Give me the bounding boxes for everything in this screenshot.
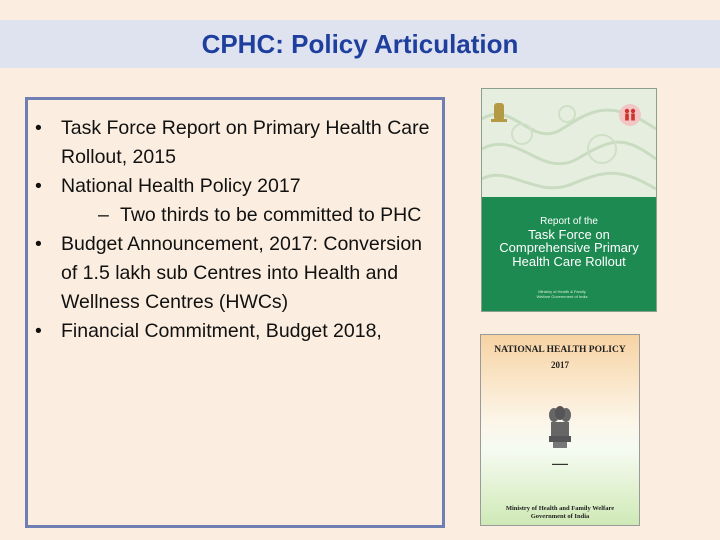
bullet-marker: •	[35, 233, 42, 255]
bullet-list	[28, 100, 442, 346]
nhm-logo-icon	[618, 103, 642, 127]
bullet-item	[28, 317, 442, 346]
bullet-item	[28, 230, 442, 317]
bullet-marker: •	[35, 175, 42, 197]
national-emblem-icon	[547, 405, 573, 455]
bullet-text: Budget Announcement, 2017: Conversion of 1.5 lakh sub Centres into Health and Wellness Centres (HWCs)	[61, 233, 423, 313]
nhp-title: NATIONAL HEALTH POLICY	[494, 345, 626, 355]
sub-bullet-marker: –	[98, 204, 109, 226]
cover-line: Task Force on	[528, 226, 610, 242]
bullet-text: National Health Policy 2017	[61, 175, 301, 197]
bullet-marker: •	[35, 320, 42, 342]
title-bar	[0, 20, 720, 68]
sub-bullet-text: Two thirds to be committed to PHC	[120, 204, 422, 226]
cover-title	[482, 217, 656, 268]
cover-line: Comprehensive Primary	[499, 240, 639, 256]
bullet-text: Financial Commitment, Budget 2018,	[61, 320, 382, 342]
nhp-ministry-line: Ministry of Health and Family Welfare	[505, 505, 615, 512]
cover-line: Health Care Rollout	[512, 253, 626, 269]
bullet-item	[28, 114, 442, 172]
bullet-marker: •	[35, 117, 42, 139]
nhp-ministry-line: Government of India	[530, 512, 590, 520]
cover-ministry: Ministry of Health & Family Welfare Government of India	[536, 289, 588, 300]
cover-line: Report of the	[540, 216, 598, 227]
nhp-ministry	[481, 505, 639, 521]
bullet-text: Task Force Report on Primary Health Care Rollout, 2015	[61, 117, 430, 168]
sub-bullet-item	[28, 201, 442, 230]
bullet-item	[28, 172, 442, 201]
slide-title: CPHC: Policy Articulation	[201, 28, 519, 59]
task-force-report-cover	[481, 88, 657, 312]
nhp-year: 2017	[551, 360, 569, 370]
bullet-box	[25, 97, 445, 528]
national-health-policy-cover	[480, 334, 640, 526]
nhp-motto-icon: ▬▬▬▬	[552, 461, 568, 466]
emblem-icon	[494, 103, 504, 119]
